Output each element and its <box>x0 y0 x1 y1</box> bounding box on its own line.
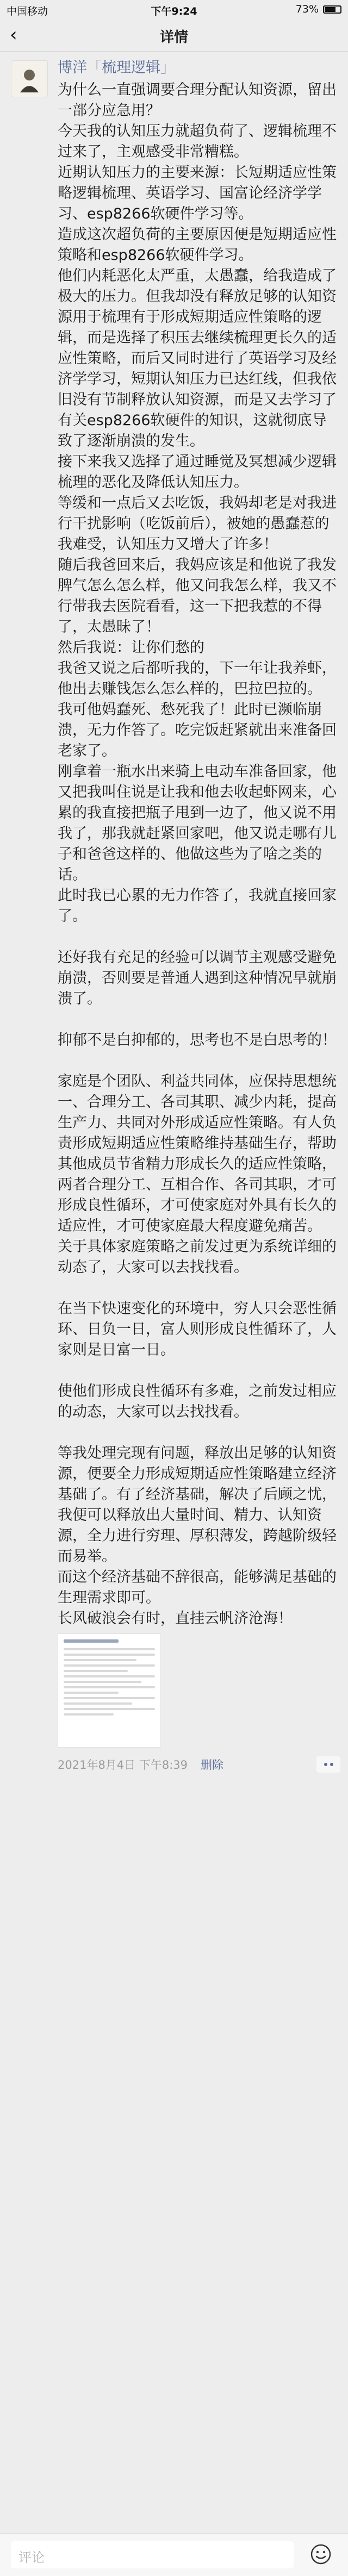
more-dot-icon <box>324 1763 327 1766</box>
post-paragraph: 还好我有充足的经验可以调节主观感受避免崩溃，否则要是普通人遇到这种情况早就崩溃了。 <box>58 949 337 1007</box>
post-paragraph: 在当下快速变化的环境中，穷人只会恶性循环、日负一日，富人则形成良性循环了，人家则是日富一日。 <box>58 1300 337 1358</box>
moment-detail <box>0 52 348 2533</box>
comment-bar <box>0 2533 348 2576</box>
post-paragraph: 近期认知压力的主要来源：长短期适应性策略逻辑梳理、英语学习、国富论经济学学习、esp8266软硬件学习等。 <box>58 164 337 222</box>
thumbnail-text-line <box>64 1659 136 1661</box>
thumbnail-header-line <box>64 1639 119 1643</box>
post-body <box>58 58 340 1773</box>
thumbnail-text-line <box>64 1697 155 1699</box>
post-paragraph: 接下来我又选择了通过睡觉及冥想减少逻辑梳理的恶化及降低认知压力。 <box>58 453 337 491</box>
post-paragraph: 等缓和一点后又去吃饭，我妈却老是对我进行干扰影响（吃饭前后），被她的愚蠢惹的我难受，认知压力又增大了许多！ <box>58 495 337 553</box>
post-paragraph: 然后我说：让你们愁的 <box>58 639 204 656</box>
post-timestamp: 2021年8月4日 下午8:39 <box>58 1758 188 1772</box>
post-paragraph: 关于具体家庭策略之前发过更为系统详细的动态了，大家可以去找找看。 <box>58 1238 337 1276</box>
status-icons <box>296 3 341 15</box>
author-name[interactable]: 博洋「梳理逻辑」 <box>58 59 175 76</box>
post-paragraph: 今天我的认知压力就超负荷了、逻辑梳理不过来了，主观感受非常糟糕。 <box>58 123 337 160</box>
post-paragraph: 此时我已心累的无力作答了，我就直接回家了。 <box>58 887 337 925</box>
thumbnail-text-line <box>64 1648 155 1650</box>
clock-label: 下午9:24 <box>151 5 197 17</box>
thumbnail-text-line <box>64 1654 155 1656</box>
battery-icon <box>323 5 341 14</box>
thumbnail-text-line <box>64 1670 128 1672</box>
thumbnail-text-line <box>64 1664 155 1667</box>
thumbnail-text-line <box>64 1713 114 1716</box>
status-bar <box>0 0 348 18</box>
battery-fill <box>325 7 335 12</box>
more-dot-icon <box>330 1763 333 1766</box>
post-paragraph: 等我处理完现有问题，释放出足够的认知资源，便要全力形成短期适应性策略建立经济基础了。有了经济基础，解决了后顾之忧，我便可以释放出大量时间、精力、认知资源，全力进行穷理、厚积薄发，跨越阶级轻而易举。 <box>58 1445 337 1565</box>
thumbnail-text-line <box>64 1692 119 1694</box>
post-paragraph: 家庭是个团队、利益共同体，应保持思想统一、合理分工、各司其职、减少内耗，提高生产力、共同对外形成适应性策略。有人负责形成短期适应性策略维持基础生存，帮助其他成员节省精力形成长久的适应性策略，两者合理分工、互相合作、各司其职，才可形成良性循环，才可使家庭对外具有长久的适应性，才可使家庭最大程度避免痛苦。 <box>58 1073 337 1234</box>
avatar-portrait-icon <box>15 64 44 93</box>
post-paragraph: 他们内耗恶化太严重，太愚蠢，给我造成了极大的压力。但我却没有释放足够的认知资源用于梳理有于形成短期适应性策略的逻辑，而是选择了积压去继续梳理更长久的适应性策略，而后又同时进行了英语学习及经济学学习，短期认知压力已达红线，但我依旧没有节制释放认知资源，而是又去学习了有关esp8266软硬件的知识，这就彻底导致了逐渐崩溃的发生。 <box>58 267 337 450</box>
thumbnail-text-line <box>64 1708 155 1710</box>
post-paragraph: 使他们形成良性循环有多难，之前发过相应的动态，大家可以去找找看。 <box>58 1383 337 1420</box>
thumbnail-text-line <box>64 1675 155 1677</box>
comment-input[interactable]: 评论 <box>11 2541 294 2568</box>
post-paragraph: 我可他妈蠢死、愁死我了！此时已濒临崩溃，无力作答了。吃完饭赶紧就出来准备回老家了。 <box>58 701 337 759</box>
post-paragraph: 造成这次超负荷的主要原因便是短期适应性策略和esp8266软硬件学习。 <box>58 226 337 264</box>
thumbnail-text-line <box>64 1702 132 1705</box>
nav-bar <box>0 18 348 52</box>
post-paragraph: 刚拿着一瓶水出来骑上电动车准备回家，他又把我叫住说是让我和他去收起虾网来，心累的我直接把瓶子甩到一边了，他又说不用我了，那我就赶紧回家吧，他又说走哪有儿子和爸爸这样的、他做这些为了啥之类的话。 <box>58 763 337 883</box>
carrier-label: 中国移动 <box>7 5 48 17</box>
post-paragraph: 为什么一直强调要合理分配认知资源，留出一部分应急用？ <box>58 82 337 119</box>
back-chevron-icon[interactable]: ‹ <box>10 24 17 46</box>
thumbnail-text-line <box>64 1681 141 1683</box>
emoji-icon[interactable] <box>310 2543 332 2565</box>
battery-percent: 73% <box>295 3 319 15</box>
thumbnail-text-line <box>64 1686 155 1688</box>
post-meta-row <box>58 1756 340 1773</box>
post-paragraph: 随后我爸回来后，我妈应该是和他说了我发脾气怎么怎么样，他又问我怎么样，我又不行带我去医院看看，这一下把我惹的不得了，太愚昧了！ <box>58 557 337 635</box>
delete-button[interactable]: 删除 <box>201 1758 223 1772</box>
page-title: 详情 <box>159 29 188 46</box>
avatar[interactable] <box>11 60 48 97</box>
more-actions-button[interactable] <box>316 1756 340 1773</box>
post-paragraph: 抑郁不是白抑郁的，思考也不是白思考的！ <box>58 1032 337 1049</box>
attached-screenshot-thumbnail[interactable] <box>58 1633 161 1748</box>
post-paragraph: 长风破浪会有时，直挂云帆济沧海！ <box>58 1610 293 1627</box>
post-paragraph: 而这个经济基础不辞很高，能够满足基础的生理需求即可。 <box>58 1569 337 1606</box>
post-paragraph: 我爸又说之后都听我的，下一年让我养虾，他出去赚钱怎么怎么样的，巴拉巴拉的。 <box>58 660 337 697</box>
